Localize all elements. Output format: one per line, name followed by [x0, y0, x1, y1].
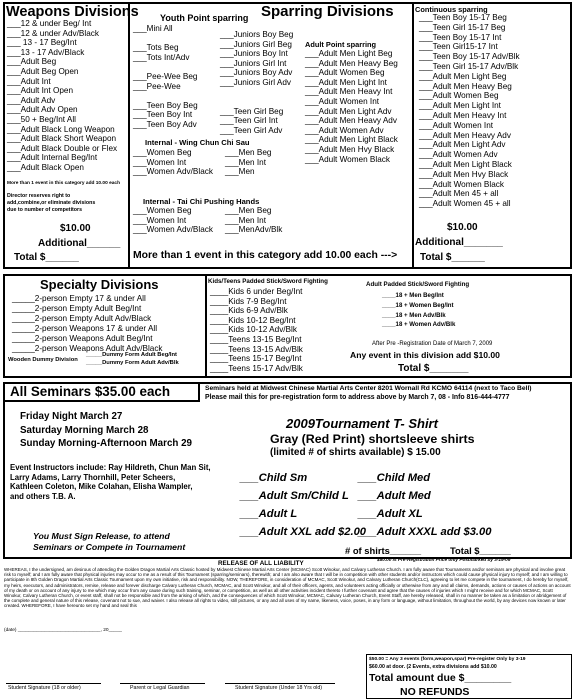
weapons-list — [7, 19, 117, 173]
continuous-item[interactable]: ___Adult Men Light Black — [419, 159, 512, 169]
seminar-location: Seminars held at Midwest Chinese Martial Arts Center 8201 Wornall Rd KCMO 64114 (next to Taco Bell) — [205, 385, 532, 392]
director-note — [7, 193, 95, 214]
taichi-item[interactable]: ___Women Beg — [133, 206, 192, 215]
shirt-size-item[interactable]: ___Adult Sm/Child L — [240, 490, 349, 502]
padded-title: Kids/Teens Padded Stick/Sword Fighting — [208, 278, 328, 285]
youth-division-item[interactable]: ___Juniors Boy Beg — [220, 30, 294, 39]
seminar-mail-note: Please mail this for pre-registration form to address above by March 7, 08 - Info 816-444-4777 — [205, 394, 510, 401]
instructor-line: Event Instructors include: Ray Hildreth, Chun Man Sit, — [10, 463, 211, 472]
director-note-line: Director reserves right to — [7, 193, 71, 199]
weapons-additional[interactable]: Additional______ — [38, 238, 121, 249]
shirt-size-item[interactable]: ___Adult XL — [358, 508, 423, 520]
youth-title: Youth Point sparring — [160, 13, 249, 23]
wingchun-col2 — [225, 148, 271, 177]
weapons-division-item[interactable]: ___Adult Adv Open — [7, 105, 78, 115]
youth-division-item[interactable]: ___Pee-Wee — [133, 81, 181, 91]
weapons-division-item[interactable]: ___ 13 - 17 Beg/Int — [7, 38, 77, 48]
shirt-limited: (limited # of shirts available) $ 15.00 — [270, 447, 441, 458]
adult-sparring-item[interactable]: ___Adult Men Light Black — [305, 135, 398, 145]
youth-col2 — [220, 30, 293, 136]
seminar-day: Sunday Morning-Afternoon March 29 — [20, 438, 192, 449]
continuous-item[interactable]: ___Adult Women Beg — [419, 91, 499, 101]
adult-sparring-item[interactable]: ___Adult Men Light Int — [305, 77, 387, 87]
adult-sparring-list — [305, 49, 398, 164]
padded-total[interactable]: Total $_______ — [398, 363, 469, 374]
youth-division-item[interactable] — [220, 97, 293, 107]
waiver-note — [33, 531, 185, 552]
youth-division-item[interactable]: ___Pee-Wee Beg — [133, 71, 198, 81]
instructors — [10, 463, 211, 502]
wingchun-item[interactable]: ___Women Beg — [133, 148, 192, 157]
release-title: RELEASE OF ALL LIABILITY — [218, 560, 304, 567]
youth-division-item[interactable]: ___Mini All — [133, 24, 173, 33]
prereg-note: After Pre -Registration Date of March 7, 2009 — [372, 341, 493, 347]
continuous-item[interactable]: ___Adult Women Int — [419, 120, 494, 130]
youth-division-item[interactable]: ___Juniors Girl Int — [220, 58, 287, 68]
taichi-item[interactable]: ___Men Beg — [225, 206, 272, 215]
shirt-size-item[interactable]: ___Adult XXL add $2.00 — [240, 526, 367, 538]
continuous-item[interactable]: ___Teen Girl 15-17 Beg — [419, 22, 506, 32]
youth-division-item[interactable] — [133, 91, 198, 101]
specialty-item[interactable]: _____2-person Weapons 17 & under All — [12, 324, 158, 333]
shirt-title: 2009Tournament T- Shirt — [286, 416, 438, 431]
shirt-count[interactable]: # of shirts______ — [345, 545, 422, 556]
padded-item[interactable]: ____Kids 10-12 Adv/Blk — [210, 325, 297, 335]
continuous-total[interactable]: Total $______ — [420, 252, 485, 263]
taichi-item[interactable]: ___Women Int — [133, 215, 187, 225]
continuous-price: $10.00 — [447, 222, 478, 233]
youth-division-item[interactable]: ___Teen Girl Beg — [220, 106, 284, 116]
dummy-item[interactable]: _____Dummy Form Adult Adv/Blk — [86, 360, 179, 366]
youth-division-item[interactable]: ___Juniors Boy Int — [220, 49, 288, 59]
sig-student-minor[interactable]: Student Signature (Under 18 Yrs old) — [235, 685, 323, 691]
youth-division-item[interactable] — [133, 34, 198, 44]
wingchun-item[interactable]: ___Men Int — [225, 157, 266, 167]
taichi-col1 — [133, 206, 213, 235]
continuous-item[interactable]: ___Adult Women Black — [419, 179, 504, 189]
continuous-item[interactable]: ___Adult Men Light Int — [419, 101, 501, 111]
release-text: WHEREAS, I the undersigned, am desirous of attending the Golden Dragon Martial Arts Classic hosted by Midwest Chinese Martial Arts Center (MCMAC) Scott Winokur, and Calvary Lutheran Church. I am fully aware that Tournaments and/or seminars are physical and involve great risk to myself; and I am fully aware that physical injuries may occur to me as a result of this Tournament (sparring/seminars), therewith; and I am also aware that I will be in competition with other students and/or instructors which could cause physical injury to myself; and I am willing to participate in 8th Golden Dragon Martial Arts Classic Tournament upon my own initiative, risk and responsibility. NOW, THEREFORE, in consideration of MCMAC, Scott Winokur, and Calvary Lutheran Church(CLC), agreeing to let me compete in the tournament, I do hereby for myself, my heirs, executors, and administrators, remise, release and forever discharge Calvary Lutheran Church, MCMAC, and Scott Winokur, and all of their officers, agents, and volunteers acting officially or otherwise from any and all claims, demands, actions or causes of actions on account of my death or on account of any injury to me which may occur from any cause during such training, seminar, or competition, as well as all other activities incident thereto I further covenant and agree that the causes of injuries which I might receive and for which MCMAC, Scott Winokur, Calvary Lutheran Church, or event staff, shall not be responsible and from the arising of which, and the consequences of which Scott Winokur, MCMAC, Calvary Lutheran Church, Event Staff, are hereby released, shall in no manner be taken as a limitation or abridgement of the complete and general nature of this release, covenant not to sue, and waiver. I also release all rights to video, still pictures, or any and all uses of my name, likeness, voice, poses, in any form or language, without limitation, throughout the world, by any devices now known or later created. WHEREFORE, I have hereunto set my hand and seal this — [4, 567, 571, 609]
weapons-division-item[interactable]: ___Adult Beg Open — [7, 66, 79, 76]
youth-division-item[interactable]: ___Teen Boy Int — [133, 110, 193, 120]
padded-item[interactable]: ____Teens 15-17 Beg/Int — [210, 354, 302, 364]
padded-item[interactable]: ____Teens 13-15 Adv/Blk — [210, 344, 303, 354]
adult-sparring-item[interactable]: ___Adult Men Light Beg — [305, 49, 393, 58]
weapons-price: $10.00 — [60, 223, 91, 234]
wingchun-item[interactable]: ___Men — [225, 167, 255, 177]
director-note-line: due to number of competitors — [7, 207, 83, 213]
adult-sparring-item[interactable]: ___Adult Women Beg — [305, 68, 385, 78]
prereg-price-note: $50.00 is Pre-Registration Price only Postmarked by 3-19-09 — [377, 557, 511, 562]
dummy-label: Wooden Dummy Division — [8, 357, 78, 363]
instructor-line: and others T.B. A. — [10, 492, 76, 502]
shirt-size-item[interactable]: ___Adult Med — [358, 490, 431, 502]
weapons-title: Weapons Divisions — [6, 4, 139, 20]
wingchun-item[interactable]: ___Women Int — [133, 157, 187, 167]
continuous-item[interactable]: ___Adult Women 45 + all — [419, 199, 511, 209]
adult-padded-item[interactable]: ____18 + Women Adv/Blk — [382, 321, 456, 329]
taichi-item[interactable]: ___MenAdv/Blk — [225, 225, 283, 235]
adult-sparring-item[interactable]: ___Adult Men Heavy Int — [305, 87, 393, 97]
specialty-item[interactable]: _____2-person Empty Adult Beg/Int — [12, 304, 142, 313]
specialty-item[interactable]: _____2-person Empty Adult Adv/Black — [12, 314, 152, 323]
youth-division-item[interactable]: ___Teen Girl Adv — [220, 125, 283, 135]
weapons-total[interactable]: Total $______ — [14, 252, 79, 263]
shirt-size-item[interactable]: ___Child Med — [358, 472, 431, 484]
continuous-item[interactable]: ___Adult Men Hvy Black — [419, 169, 509, 179]
taichi-title: Internal - Tai Chi Pushing Hands — [143, 197, 260, 206]
adult-sparring-item[interactable]: ___Adult Women Black — [305, 154, 390, 164]
dummy-list — [86, 351, 179, 367]
specialty-title: Specialty Divisions — [40, 277, 159, 292]
waiver-line: You Must Sign Release, to attend — [33, 531, 170, 541]
sig-parent[interactable]: Parent or Legal Guardian — [130, 685, 190, 691]
adult-padded-list — [382, 291, 455, 330]
padded-item[interactable]: ____Teens 13-15 Beg/Int — [210, 334, 302, 344]
dummy-item[interactable]: _____Dummy Form Adult Beg/Int — [86, 352, 177, 358]
shirt-total[interactable]: Total $______ — [450, 545, 511, 556]
weapons-division-item[interactable]: ___Adult Black Short Weapon — [7, 134, 117, 144]
continuous-item[interactable]: ___Teen Boy 15-17 Beg — [419, 13, 507, 22]
padded-item[interactable]: ____Teens 15-17 Adv/Blk — [210, 363, 303, 373]
no-refunds: NO REFUNDS — [400, 686, 470, 698]
adult-sparring-item[interactable]: ___Adult Men Heavy Adv — [305, 116, 397, 126]
weapons-division-item[interactable]: ___Adult Int — [7, 76, 51, 86]
weapons-division-item[interactable]: ___Adult Black Open — [7, 162, 84, 172]
shirt-size-item[interactable]: ___Adult XXXL add $3.00 — [358, 526, 492, 538]
adult-sparring-item[interactable]: ___Adult Women Int — [305, 96, 380, 106]
fees-line2: $60.00 at door. (2 Events, extra divisions add $10.00 — [369, 664, 497, 670]
continuous-item[interactable]: ___Adult Women Adv — [419, 150, 498, 160]
waiver-line: Seminars or Compete in Tournament — [33, 541, 186, 552]
instructor-line: Kathleen Coleton, Mike Colahan, Elisha Wampler, — [10, 482, 193, 492]
weapons-division-item[interactable]: ___12 & under Adv/Black — [7, 28, 99, 38]
continuous-item[interactable]: ___Adult Men Light Beg — [419, 71, 507, 81]
date-line[interactable]: (date) _______________________________, 20_____ — [4, 628, 122, 633]
weapons-division-item[interactable]: ___50 + Beg/Int All — [7, 114, 76, 124]
youth-division-item[interactable]: ___Juniors Girl Adv — [220, 77, 291, 87]
continuous-title: Continuous sparring — [415, 5, 488, 14]
adult-sparring-item[interactable]: ___Adult Women Adv — [305, 125, 384, 135]
seminars-title: All Seminars $35.00 each — [10, 384, 171, 399]
weapons-division-item[interactable]: ___12 & under Beg/ Int — [7, 19, 92, 28]
seminar-day: Friday Night March 27 — [20, 411, 123, 422]
youth-division-item[interactable]: ___Teen Boy Adv — [133, 119, 197, 129]
continuous-item[interactable]: ___Adult Men Heavy Int — [419, 110, 507, 120]
any-event-note: Any event in this division add $10.00 — [350, 350, 500, 360]
weapons-division-item[interactable]: ___Adult Internal Beg/Int — [7, 153, 98, 163]
seminar-days — [20, 410, 192, 451]
continuous-item[interactable]: ___Teen Boy 15-17 Int — [419, 32, 502, 42]
shirt-size-item[interactable]: ___Child Sm — [240, 472, 308, 484]
continuous-item[interactable]: ___Adult Men 45 + all — [419, 189, 499, 199]
divider — [128, 3, 130, 267]
adult-sparring-item[interactable]: ___Adult Men Heavy Beg — [305, 58, 398, 68]
adult-padded-item[interactable]: ____18 + Women Beg/Int — [382, 301, 454, 309]
continuous-additional[interactable]: Additional_______ — [415, 237, 503, 248]
weapons-note: More than 1 event in this category add 10.00 each — [7, 181, 121, 186]
wingchun-item[interactable]: ___Women Adv/Black — [133, 167, 213, 177]
adult-sparring-item[interactable]: ___Adult Men Hvy Black — [305, 144, 395, 154]
shirt-size-item[interactable]: ___Adult L — [240, 508, 298, 520]
padded-item[interactable]: ____Kids 10-12 Beg/Int — [210, 315, 296, 325]
sig-student-adult[interactable]: Student Signature (18 or older) — [8, 685, 81, 691]
specialty-item[interactable]: _____2-person Empty 17 & under All — [12, 294, 146, 303]
youth-division-item[interactable]: ___Teen Girl Int — [220, 116, 278, 126]
specialty-list — [12, 294, 163, 354]
sparring-title: Sparring Divisions — [261, 3, 394, 20]
divider — [205, 275, 207, 376]
director-note-line: add,combine,or eliminate divisions — [7, 200, 96, 206]
weapons-division-item[interactable]: ___Adult Black Long Weapon — [7, 124, 115, 134]
continuous-item[interactable]: ___Adult Men Light Adv — [419, 140, 506, 150]
adult-padded-item[interactable]: ____18 + Men Adv/Blk — [382, 311, 446, 319]
wingchun-item[interactable]: ___Men Beg — [225, 148, 272, 157]
weapons-division-item[interactable]: ___Adult Beg — [7, 57, 57, 67]
shirt-subtitle: Gray (Red Print) shortsleeve shirts — [270, 432, 475, 446]
adult-padded-item[interactable]: ____18 + Men Beg/Int — [382, 292, 444, 299]
padded-item[interactable]: ____Kids 7-9 Beg/Int — [210, 296, 287, 306]
taichi-item[interactable]: ___Men Int — [225, 215, 266, 225]
seminar-day: Saturday Morning March 28 — [20, 424, 149, 436]
fees-total[interactable]: Total amount due $________ — [369, 672, 512, 684]
sparring-more-note: More than 1 event in this category add 10.00 each ---> — [133, 250, 398, 261]
padded-item[interactable]: ____Kids 6 under Beg/Int — [210, 287, 303, 296]
adult-padded-title: Adult Padded Stick/Sword Fighting — [366, 281, 470, 288]
youth-division-item[interactable]: ___Tots Int/Adv — [133, 52, 190, 62]
youth-division-item[interactable]: ___Teen Boy Beg — [133, 100, 198, 110]
youth-division-item[interactable]: ___Juniors Girl Beg — [220, 39, 292, 49]
continuous-item[interactable]: ___Teen Girl15-17 Int — [419, 42, 498, 52]
taichi-col2 — [225, 206, 282, 235]
youth-division-item[interactable]: ___Juniors Boy Adv — [220, 68, 293, 78]
adult-sparring-item[interactable]: ___Adult Men Light Adv — [305, 106, 392, 116]
adult-sparring-title: Adult Point sparring — [305, 40, 377, 49]
specialty-item[interactable]: _____2-person Weapons Adult Adv/Black — [12, 344, 163, 353]
wingchun-col1 — [133, 148, 213, 177]
youth-division-item[interactable] — [133, 62, 198, 72]
continuous-item[interactable]: ___Teen Girl 15-17 Adv/Blk — [419, 61, 519, 71]
fees-line1: $50.00 = Any 3 events (form,weapon,spar) Pre-register Only by 3-19 — [369, 657, 526, 662]
instructor-line: Larry Adams, Larry Thornhill, Peter Scheers, — [10, 472, 176, 482]
specialty-item[interactable]: _____2-person Weapons Adult Beg/Int — [12, 334, 153, 343]
continuous-item[interactable]: ___Adult Men Heavy Adv — [419, 130, 511, 140]
weapons-division-item[interactable]: ___13 - 17 Adv/Black — [7, 47, 85, 57]
weapons-division-item[interactable]: ___Adult Int Open — [7, 86, 74, 96]
wingchun-title: Internal - Wing Chun Chi Sau — [145, 138, 250, 147]
padded-item[interactable]: ____Kids 6-9 Adv/Blk — [210, 306, 288, 316]
weapons-division-item[interactable]: ___Adult Adv — [7, 95, 56, 105]
weapons-division-item[interactable]: ___Adult Black Double or Flex — [7, 143, 118, 153]
youth-division-item[interactable]: ___Tots Beg — [133, 43, 179, 53]
divider — [412, 3, 414, 267]
youth-col1 — [133, 24, 198, 130]
taichi-item[interactable]: ___Women Adv/Black — [133, 225, 213, 235]
padded-list — [210, 287, 303, 373]
youth-division-item[interactable] — [220, 88, 293, 98]
continuous-item[interactable]: ___Adult Men Heavy Beg — [419, 81, 512, 91]
continuous-item[interactable]: ___Teen Boy 15-17 Adv/Blk — [419, 52, 520, 62]
continuous-list — [419, 13, 520, 209]
